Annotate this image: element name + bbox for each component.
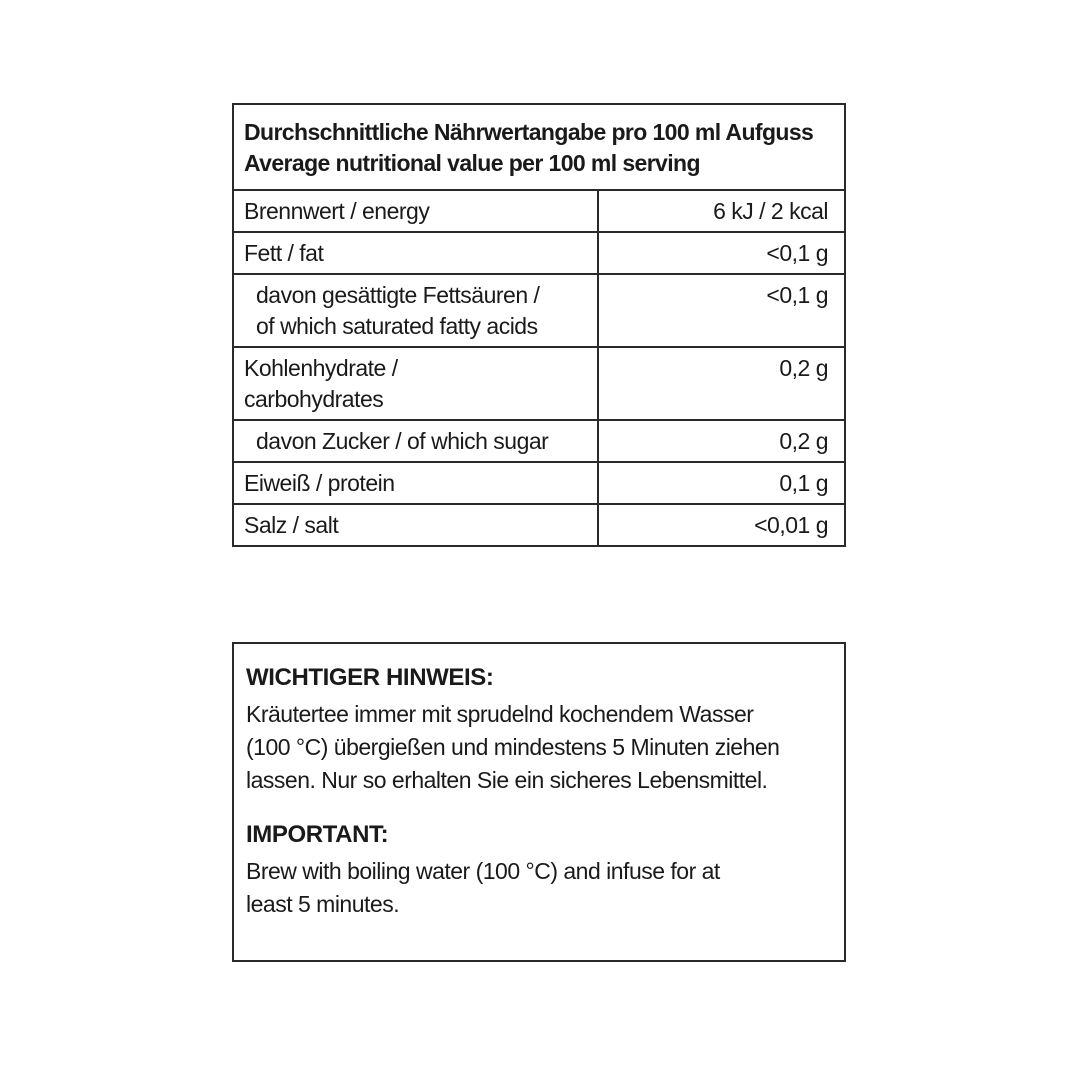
table-row xyxy=(234,347,844,420)
nutrient-name-cell xyxy=(234,232,598,274)
nutrient-value: 0,2 g xyxy=(598,347,844,420)
nutrition-header-english: Average nutritional value per 100 ml serving xyxy=(244,150,700,176)
nutrition-table xyxy=(234,191,844,545)
english-notice-line: Brew with boiling water (100 °C) and infuse for at xyxy=(246,858,720,884)
nutrient-name: Eiweiß / protein xyxy=(244,470,395,496)
nutrition-table-header xyxy=(234,105,844,191)
german-notice-heading: WICHTIGER HINWEIS: xyxy=(246,664,494,691)
nutrient-name: Salz / salt xyxy=(244,512,339,538)
table-row xyxy=(234,420,844,462)
nutrient-value: 6 kJ / 2 kcal xyxy=(713,198,828,224)
nutrient-name-cell xyxy=(234,420,598,462)
german-notice-line: lassen. Nur so erhalten Sie ein sicheres Lebensmittel. xyxy=(246,767,768,793)
nutrient-value: <0,01 g xyxy=(598,504,844,545)
nutrient-name: davon gesättigte Fettsäuren / xyxy=(256,282,540,308)
nutrient-name: Brennwert / energy xyxy=(244,198,430,224)
nutrient-name: Fett / fat xyxy=(244,240,324,266)
english-notice-line: least 5 minutes. xyxy=(246,891,400,917)
nutrient-name-cell xyxy=(234,462,598,504)
nutrient-value: 0,2 g xyxy=(598,420,844,462)
nutrient-value: 0,1 g xyxy=(598,462,844,504)
nutrient-name: Kohlenhydrate / xyxy=(244,355,398,381)
nutrition-table-box xyxy=(232,103,846,547)
nutrient-name-cell xyxy=(234,191,598,232)
important-notice-box xyxy=(232,642,846,962)
table-row xyxy=(234,274,844,347)
nutrient-name: of which saturated fatty acids xyxy=(256,313,538,339)
section-gap xyxy=(246,797,832,819)
table-row xyxy=(234,462,844,504)
nutrient-name-cell xyxy=(234,504,598,545)
table-row xyxy=(234,232,844,274)
nutrient-name: carbohydrates xyxy=(244,386,384,412)
table-row xyxy=(234,191,844,232)
nutrient-name-cell xyxy=(234,347,598,420)
nutrient-name: davon Zucker / of which sugar xyxy=(256,428,549,454)
nutrient-value: <0,1 g xyxy=(598,232,844,274)
german-notice-line: (100 °C) übergießen und mindestens 5 Minuten ziehen xyxy=(246,734,780,760)
table-row xyxy=(234,504,844,545)
nutrition-header-german: Durchschnittliche Nährwertangabe pro 100 ml Aufguss xyxy=(244,119,814,145)
nutrient-value: <0,1 g xyxy=(598,274,844,347)
german-notice-line: Kräutertee immer mit sprudelnd kochendem Wasser xyxy=(246,701,754,727)
nutrient-name-cell xyxy=(234,274,598,347)
english-notice-heading: IMPORTANT: xyxy=(246,821,389,848)
english-notice-text xyxy=(246,855,832,921)
german-notice-text xyxy=(246,698,832,797)
